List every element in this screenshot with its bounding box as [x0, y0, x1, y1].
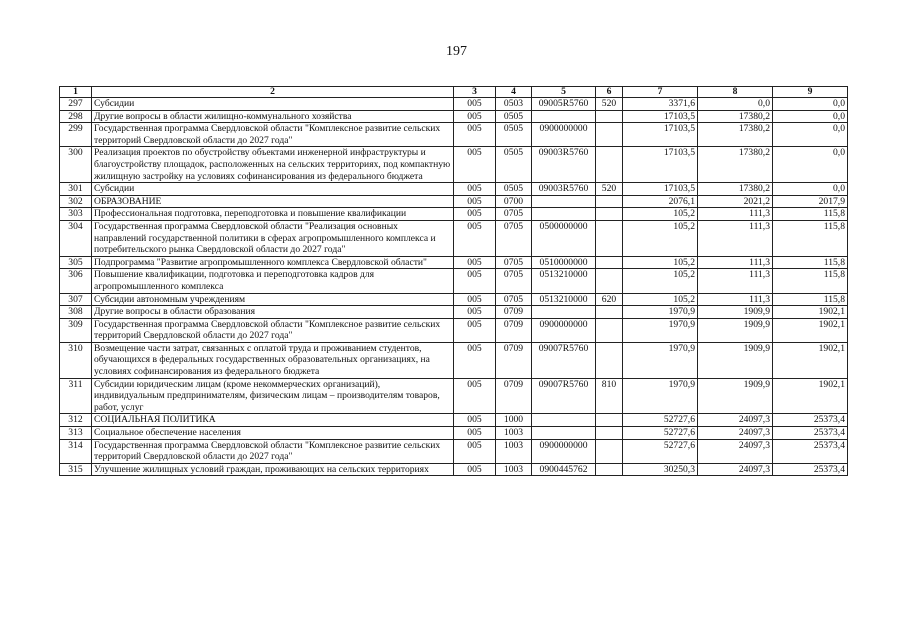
cell-name: Возмещение части затрат, связанных с оплатой труда и проживанием студентов, обучающихся в федеральных государственных образовательных организациях, на условиях софинансирования из федерального бюджета — [92, 342, 454, 378]
cell-v7: 105,2 — [623, 293, 698, 306]
cell-c5: 0900445762 — [532, 463, 596, 476]
cell-name: Реализация проектов по обустройству объектами инженерной инфраструктуры и благоустройству площадок, расположенных на сельских территориях, под компактную жилищную застройку на условиях софинансирования из федерального бюджета — [92, 147, 454, 183]
cell-c5: 09003R5760 — [532, 183, 596, 196]
cell-v7: 105,2 — [623, 208, 698, 221]
cell-v9: 2017,9 — [773, 195, 848, 208]
page-number: 197 — [446, 44, 467, 59]
cell-c4: 0505 — [496, 147, 532, 183]
cell-v7: 1970,9 — [623, 306, 698, 319]
cell-c6: 520 — [596, 98, 623, 111]
cell-c6 — [596, 306, 623, 319]
cell-name: Государственная программа Свердловской области "Реализация основных направлений государственной политики в сферах агропромышленного комплекса и потребительского рынка Свердловской области до 2027 года" — [92, 220, 454, 256]
table-row — [60, 269, 848, 293]
cell-name: Повышение квалификации, подготовка и переподготовка кадров для агропромышленного комплекса — [92, 269, 454, 293]
cell-c4: 0705 — [496, 256, 532, 269]
cell-v8: 111,3 — [698, 256, 773, 269]
cell-v9: 115,8 — [773, 293, 848, 306]
cell-c4: 1003 — [496, 439, 532, 463]
col-header: 2 — [92, 87, 454, 98]
cell-n: 297 — [60, 98, 92, 111]
cell-n: 298 — [60, 110, 92, 123]
col-header: 3 — [454, 87, 496, 98]
table-row — [60, 342, 848, 378]
cell-c4: 0705 — [496, 293, 532, 306]
cell-v8: 24097,3 — [698, 439, 773, 463]
cell-c5 — [532, 414, 596, 427]
cell-c4: 1003 — [496, 463, 532, 476]
cell-v7: 52727,6 — [623, 414, 698, 427]
table-row — [60, 293, 848, 306]
cell-name: Государственная программа Свердловской области "Комплексное развитие сельских территорий Свердловской области до 2027 года" — [92, 439, 454, 463]
cell-v9: 115,8 — [773, 256, 848, 269]
cell-v9: 115,8 — [773, 220, 848, 256]
cell-v9: 115,8 — [773, 269, 848, 293]
cell-name: СОЦИАЛЬНАЯ ПОЛИТИКА — [92, 414, 454, 427]
cell-c6 — [596, 342, 623, 378]
cell-c5: 0500000000 — [532, 220, 596, 256]
cell-c3: 005 — [454, 318, 496, 342]
table-row — [60, 256, 848, 269]
cell-v9: 1902,1 — [773, 318, 848, 342]
cell-n: 306 — [60, 269, 92, 293]
cell-n: 308 — [60, 306, 92, 319]
cell-name: Субсидии — [92, 98, 454, 111]
col-header: 8 — [698, 87, 773, 98]
cell-v7: 17103,5 — [623, 147, 698, 183]
cell-c3: 005 — [454, 463, 496, 476]
cell-c4: 0505 — [496, 123, 532, 147]
cell-n: 311 — [60, 378, 92, 414]
table-row — [60, 110, 848, 123]
cell-c5: 0900000000 — [532, 123, 596, 147]
cell-n: 303 — [60, 208, 92, 221]
cell-v8: 111,3 — [698, 269, 773, 293]
cell-n: 310 — [60, 342, 92, 378]
cell-c6 — [596, 463, 623, 476]
cell-c3: 005 — [454, 306, 496, 319]
table-row — [60, 414, 848, 427]
cell-c3: 005 — [454, 147, 496, 183]
cell-v9: 0,0 — [773, 147, 848, 183]
table-row — [60, 220, 848, 256]
cell-v8: 17380,2 — [698, 123, 773, 147]
cell-name: Субсидии юридическим лицам (кроме некоммерческих организаций), индивидуальным предпринимателям, физическим лицам – производителям товаров, работ, услуг — [92, 378, 454, 414]
cell-c4: 0505 — [496, 183, 532, 196]
cell-n: 305 — [60, 256, 92, 269]
cell-v7: 105,2 — [623, 269, 698, 293]
cell-c5: 09003R5760 — [532, 147, 596, 183]
cell-n: 309 — [60, 318, 92, 342]
cell-c3: 005 — [454, 439, 496, 463]
cell-c4: 1003 — [496, 427, 532, 440]
cell-v9: 115,8 — [773, 208, 848, 221]
cell-v7: 17103,5 — [623, 123, 698, 147]
cell-c5: 0900000000 — [532, 318, 596, 342]
cell-v8: 2021,2 — [698, 195, 773, 208]
cell-c4: 0705 — [496, 208, 532, 221]
table-row — [60, 439, 848, 463]
table-row — [60, 208, 848, 221]
col-header: 9 — [773, 87, 848, 98]
table-row — [60, 427, 848, 440]
cell-c6 — [596, 195, 623, 208]
table-row — [60, 195, 848, 208]
cell-name: ОБРАЗОВАНИЕ — [92, 195, 454, 208]
cell-name: Подпрограмма "Развитие агропромышленного комплекса Свердловской области" — [92, 256, 454, 269]
cell-v7: 1970,9 — [623, 342, 698, 378]
col-header: 5 — [532, 87, 596, 98]
cell-c3: 005 — [454, 378, 496, 414]
table-row — [60, 123, 848, 147]
cell-v7: 17103,5 — [623, 183, 698, 196]
cell-c3: 005 — [454, 220, 496, 256]
cell-name: Государственная программа Свердловской области "Комплексное развитие сельских территорий Свердловской области до 2027 года" — [92, 318, 454, 342]
cell-c6 — [596, 439, 623, 463]
cell-c5 — [532, 110, 596, 123]
cell-v7: 52727,6 — [623, 427, 698, 440]
cell-c5: 0513210000 — [532, 269, 596, 293]
cell-c5 — [532, 208, 596, 221]
col-header: 7 — [623, 87, 698, 98]
cell-c3: 005 — [454, 427, 496, 440]
cell-v8: 17380,2 — [698, 110, 773, 123]
cell-v8: 24097,3 — [698, 427, 773, 440]
table-row — [60, 463, 848, 476]
cell-name: Социальное обеспечение населения — [92, 427, 454, 440]
cell-c6: 810 — [596, 378, 623, 414]
cell-n: 302 — [60, 195, 92, 208]
table-row — [60, 318, 848, 342]
cell-v7: 105,2 — [623, 256, 698, 269]
cell-c3: 005 — [454, 256, 496, 269]
cell-v8: 1909,9 — [698, 342, 773, 378]
cell-v8: 24097,3 — [698, 463, 773, 476]
cell-n: 313 — [60, 427, 92, 440]
cell-v8: 0,0 — [698, 98, 773, 111]
cell-c3: 005 — [454, 110, 496, 123]
cell-c5: 09007R5760 — [532, 378, 596, 414]
cell-c4: 0705 — [496, 220, 532, 256]
cell-v7: 1970,9 — [623, 318, 698, 342]
table-row — [60, 378, 848, 414]
cell-c3: 005 — [454, 195, 496, 208]
cell-c5: 0510000000 — [532, 256, 596, 269]
table-body — [60, 98, 848, 476]
cell-name: Улучшение жилищных условий граждан, проживающих на сельских территориях — [92, 463, 454, 476]
cell-v7: 1970,9 — [623, 378, 698, 414]
cell-c4: 0705 — [496, 269, 532, 293]
cell-c3: 005 — [454, 98, 496, 111]
cell-c5 — [532, 195, 596, 208]
cell-v8: 1909,9 — [698, 318, 773, 342]
cell-c6 — [596, 220, 623, 256]
cell-c3: 005 — [454, 293, 496, 306]
cell-v8: 111,3 — [698, 293, 773, 306]
cell-c4: 0709 — [496, 306, 532, 319]
cell-name: Профессиональная подготовка, переподготовка и повышение квалификации — [92, 208, 454, 221]
cell-c6: 520 — [596, 183, 623, 196]
cell-c5: 0513210000 — [532, 293, 596, 306]
cell-c6 — [596, 123, 623, 147]
cell-v9: 1902,1 — [773, 378, 848, 414]
cell-v9: 0,0 — [773, 110, 848, 123]
cell-c3: 005 — [454, 414, 496, 427]
cell-c6 — [596, 427, 623, 440]
cell-v7: 52727,6 — [623, 439, 698, 463]
cell-n: 312 — [60, 414, 92, 427]
col-header: 6 — [596, 87, 623, 98]
cell-c3: 005 — [454, 208, 496, 221]
cell-n: 315 — [60, 463, 92, 476]
cell-v8: 1909,9 — [698, 306, 773, 319]
cell-name: Субсидии — [92, 183, 454, 196]
cell-v9: 25373,4 — [773, 463, 848, 476]
cell-c6 — [596, 269, 623, 293]
cell-c4: 0505 — [496, 110, 532, 123]
cell-c4: 0700 — [496, 195, 532, 208]
cell-name: Государственная программа Свердловской области "Комплексное развитие сельских территорий Свердловской области до 2027 года" — [92, 123, 454, 147]
cell-name: Другие вопросы в области жилищно-коммунального хозяйства — [92, 110, 454, 123]
cell-v9: 25373,4 — [773, 414, 848, 427]
cell-c5: 09005R5760 — [532, 98, 596, 111]
cell-name: Другие вопросы в области образования — [92, 306, 454, 319]
cell-v7: 105,2 — [623, 220, 698, 256]
cell-v7: 17103,5 — [623, 110, 698, 123]
cell-c3: 005 — [454, 269, 496, 293]
cell-c6 — [596, 414, 623, 427]
table-row — [60, 183, 848, 196]
cell-c3: 005 — [454, 123, 496, 147]
cell-c4: 0709 — [496, 318, 532, 342]
cell-v9: 0,0 — [773, 183, 848, 196]
cell-c6: 620 — [596, 293, 623, 306]
cell-c4: 0709 — [496, 342, 532, 378]
cell-v8: 111,3 — [698, 220, 773, 256]
table-row — [60, 306, 848, 319]
cell-c3: 005 — [454, 342, 496, 378]
cell-v7: 3371,6 — [623, 98, 698, 111]
cell-c5 — [532, 427, 596, 440]
cell-v9: 25373,4 — [773, 439, 848, 463]
cell-c5 — [532, 306, 596, 319]
cell-c6 — [596, 110, 623, 123]
cell-c5: 0900000000 — [532, 439, 596, 463]
cell-c6 — [596, 318, 623, 342]
cell-c6 — [596, 147, 623, 183]
cell-n: 300 — [60, 147, 92, 183]
col-header: 1 — [60, 87, 92, 98]
budget-table — [59, 86, 848, 476]
cell-v9: 25373,4 — [773, 427, 848, 440]
cell-n: 304 — [60, 220, 92, 256]
cell-v8: 1909,9 — [698, 378, 773, 414]
cell-c4: 0709 — [496, 378, 532, 414]
cell-c6 — [596, 208, 623, 221]
cell-v7: 30250,3 — [623, 463, 698, 476]
cell-v9: 1902,1 — [773, 306, 848, 319]
cell-v8: 24097,3 — [698, 414, 773, 427]
cell-n: 299 — [60, 123, 92, 147]
cell-c6 — [596, 256, 623, 269]
cell-n: 307 — [60, 293, 92, 306]
cell-name: Субсидии автономным учреждениям — [92, 293, 454, 306]
cell-n: 301 — [60, 183, 92, 196]
cell-v8: 17380,2 — [698, 147, 773, 183]
cell-n: 314 — [60, 439, 92, 463]
cell-v8: 111,3 — [698, 208, 773, 221]
cell-v8: 17380,2 — [698, 183, 773, 196]
cell-v9: 0,0 — [773, 123, 848, 147]
cell-c4: 1000 — [496, 414, 532, 427]
cell-v7: 2076,1 — [623, 195, 698, 208]
cell-c4: 0503 — [496, 98, 532, 111]
col-header: 4 — [496, 87, 532, 98]
cell-v9: 0,0 — [773, 98, 848, 111]
cell-c5: 09007R5760 — [532, 342, 596, 378]
table-row — [60, 98, 848, 111]
table-row — [60, 147, 848, 183]
cell-c3: 005 — [454, 183, 496, 196]
cell-v9: 1902,1 — [773, 342, 848, 378]
header-row — [60, 87, 848, 98]
